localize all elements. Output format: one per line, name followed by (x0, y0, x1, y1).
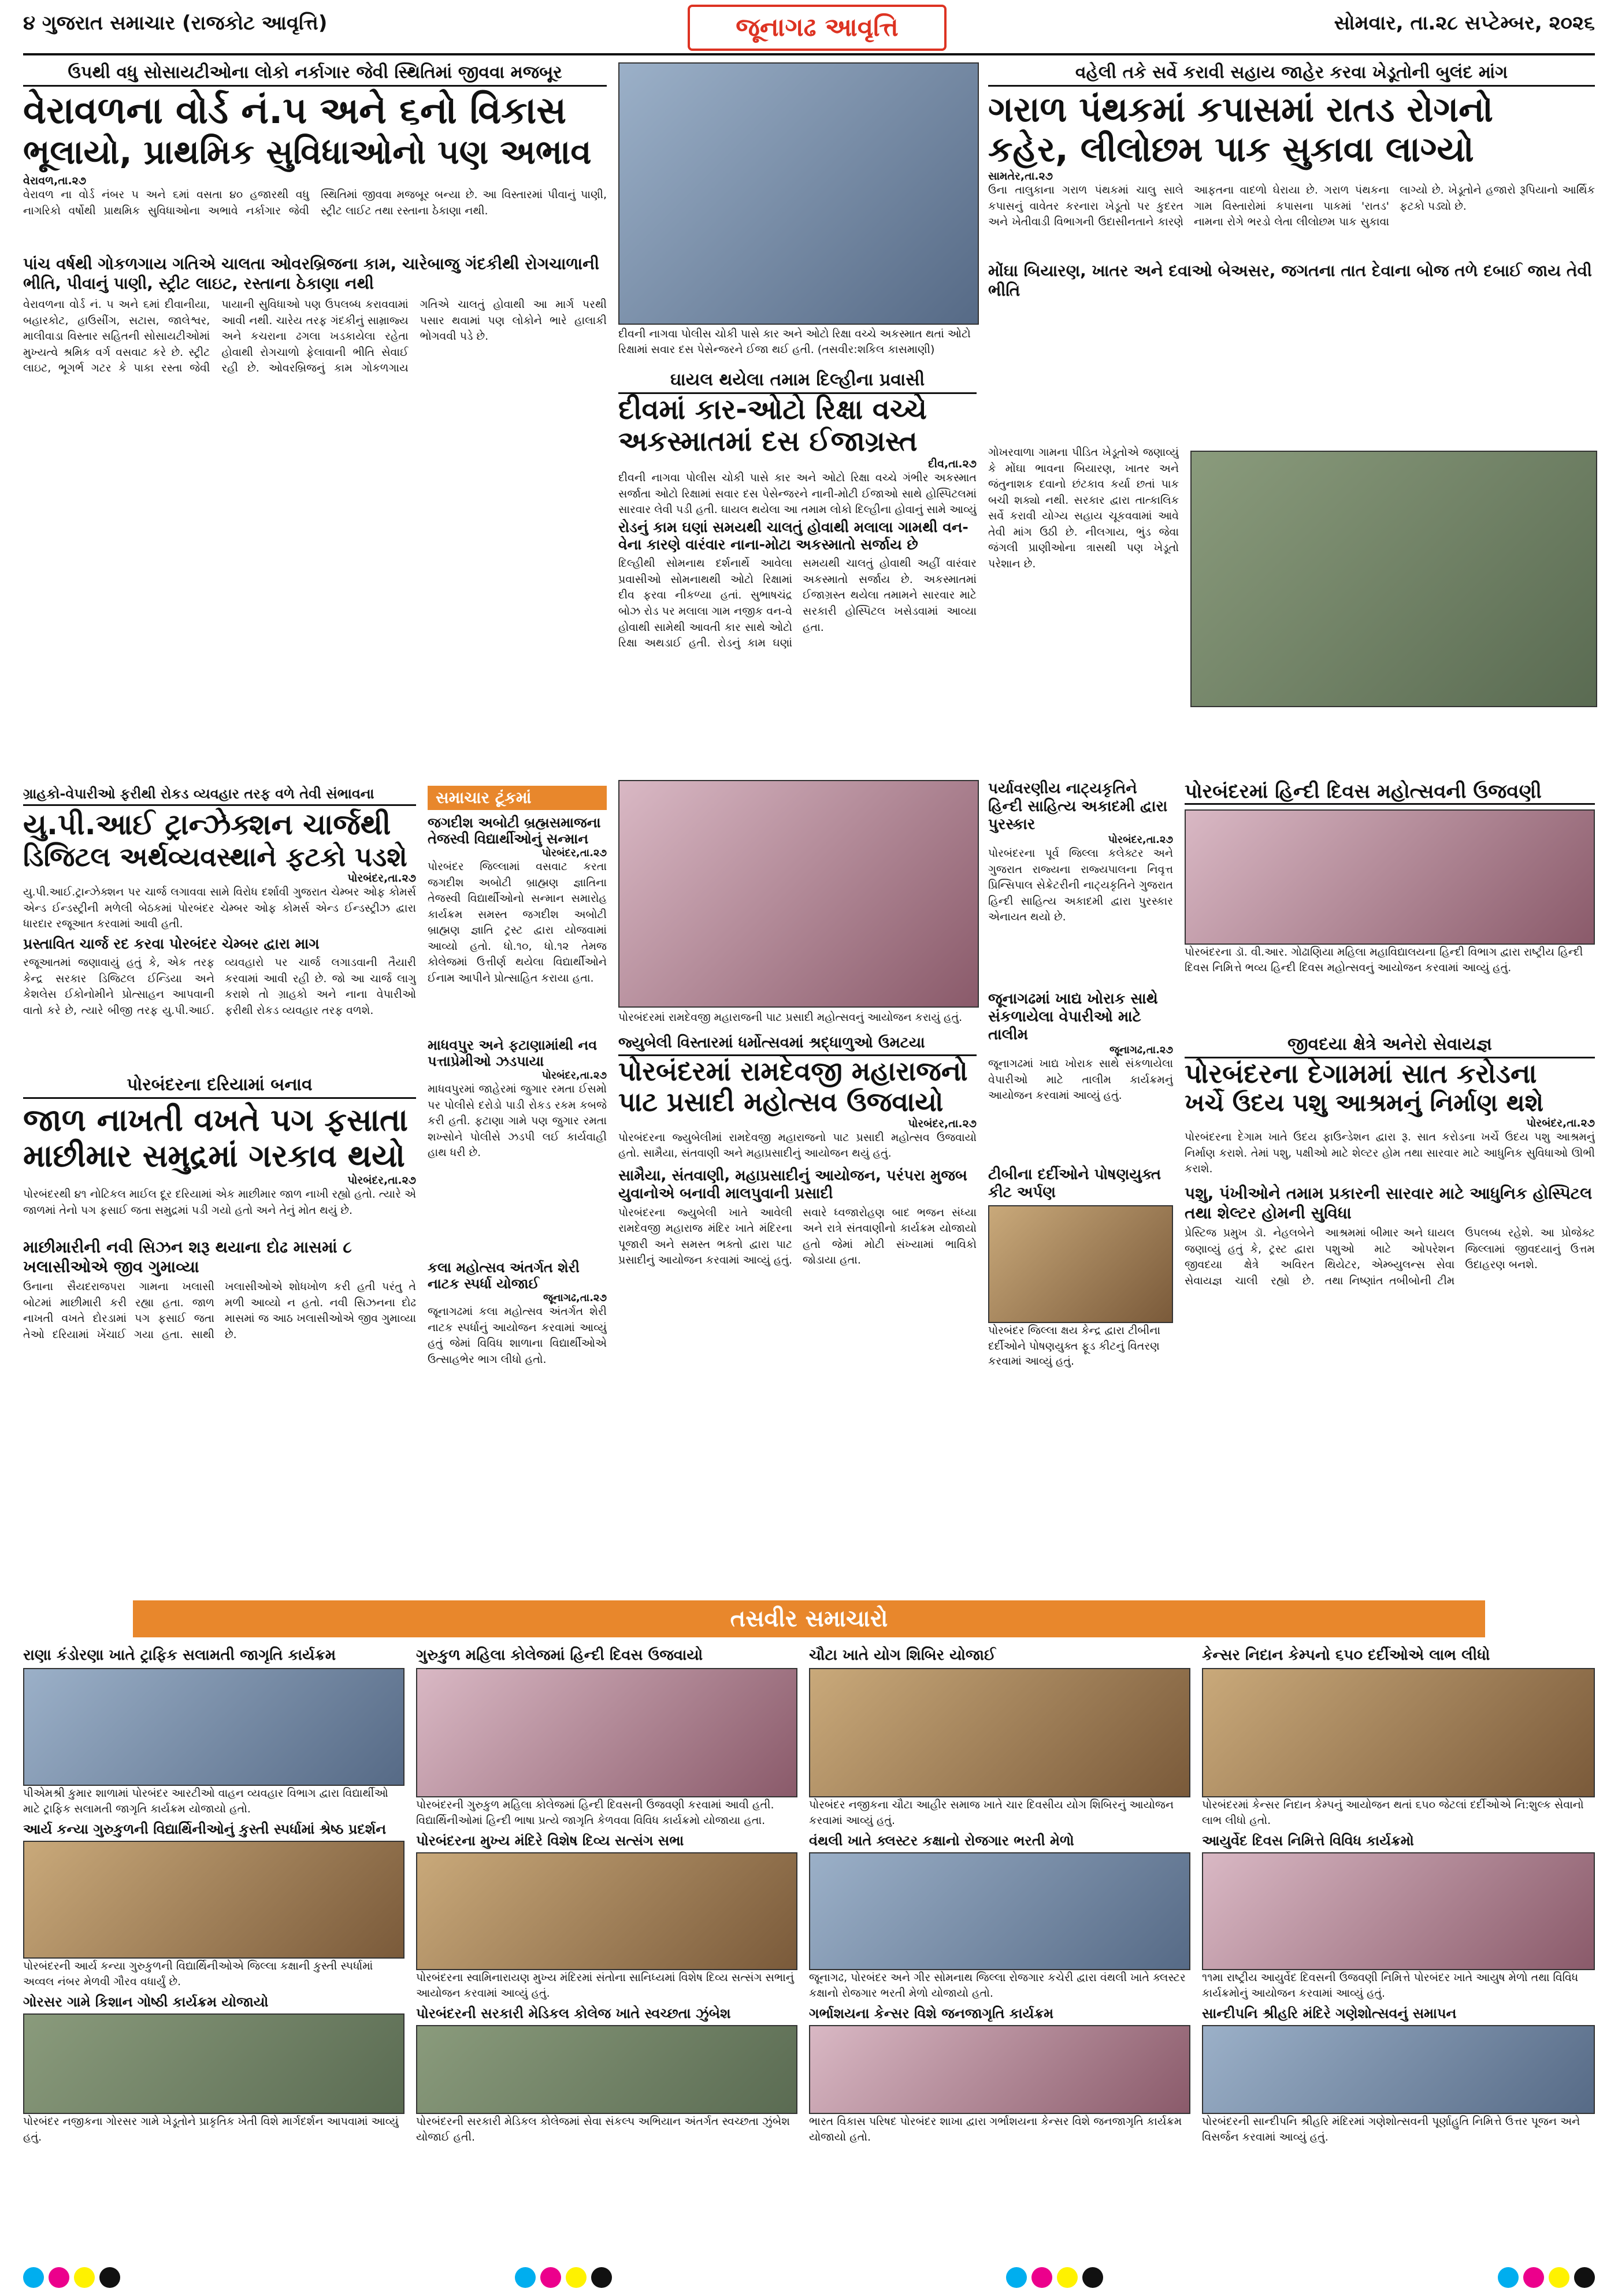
goshthi-title: ગોરસર ગામે કિશાન ગોષ્ઠી કાર્યક્રમ યોજાયો (23, 1994, 269, 2011)
subhead: મોંઘા બિયારણ, ખાતર અને દવાઓ બેઅસર, જગતના તાત દેવાના બોજ તળે દબાઈ જાય તેવી ભીતિ (988, 261, 1592, 300)
headline-2: કહેર, લીલોછમ પાક સુકાવા લાગ્યો (988, 129, 1474, 170)
award-title: પર્યાવરણીય નાટ્યકૃતિને હિન્દી સાહિત્ય અકાદમી દ્વારા પુરસ્કાર (988, 780, 1168, 833)
subhead: પશુ, પંખીઓને તમામ પ્રકારની સારવાર માટે આધુનિક હોસ્પિટલ તથા શેલ્ટર હોમની સુવિધા (1185, 1184, 1593, 1223)
body: પોરબંદરના દેગામ ખાતે ઉદય ફાઉન્ડેશન દ્વારા રૂ. સાત કરોડના ખર્ચે ઉદય પશુ આશ્રમનું નિર્માણ કરાશે. તેમાં પશુ, પક્ષીઓ માટે શેલ્ટર હોમ તથા સારવાર માટે આધુનિક સુવિધાઓ ઊભી કરાશે. (1185, 1131, 1595, 1176)
cancer-camp-title: કેન્સર નિદાન કેમ્પનો ૬૫૦ દર્દીઓએ લાભ લીધો (1202, 1647, 1490, 1664)
satsang-caption: પોરબંદરના સ્વામિનારાયણ મુખ્ય મંદિરમાં સંતોના સાનિધ્યમાં વિશેષ દિવ્ય સત્સંગ સભાનું આયોજન કરવામાં આવ્યું હતું. (416, 1971, 794, 2000)
registration-marks (23, 2267, 1595, 2290)
page-folio: ૪ ગુજરાત સમાચાર (રાજકોટ આવૃત્તિ) (23, 12, 328, 35)
photo-col-2 (416, 1647, 797, 2247)
page-date: સોમવાર, તા.૨૮ સપ્ટેમ્બર, ૨૦૨૬ (1334, 12, 1595, 35)
goshthi-photo (23, 2013, 404, 2114)
body-2: ઉનાના સૈયદરાજપરા ગામના ખલાસી બોટમાં માછીમારી કરી રહ્યા હતા. જાળ નાખતી વખતે દોરડામાં પગ ફસાઈ જતા તેઓ દરિયામાં ખેંચાઈ ગયા હતા. સાથી ખલાસીઓએ શોધખોળ કરી હતી પરંતુ તે મળી આવ્યો ન હતો. નવી સિઝનના દોઢ માસમાં જ આઠ ખલાસીઓએ જીવ ગુમાવ્યા છે. (23, 1280, 416, 1341)
ramdevji-caption: પોરબંદરમાં રામદેવજી મહારાજની પાટ પ્રસાદી મહોત્સવનું આયોજન કરાયું હતું. (618, 1011, 963, 1024)
kicker: ઉપથી વધુ સોસાયટીઓના લોકો નર્કાગાર જેવી સ્થિતિમાં જીવવા મજબૂર (23, 62, 607, 87)
headline: ગરાળ પંથકમાં કપાસમાં રાતડ રોગનો (988, 90, 1493, 130)
cotton-body-2: ગોખરવાળા ગામના પીડિત ખેડૂતોએ જણાવ્યું કે મોંઘા ભાવના બિયારણ, ખાતર અને જંતુનાશક દવાનો છંટકાવ કર્યા છતાં પાક બચી શક્યો નથી. સરકાર દ્વારા તાત્કાલિક સર્વે કરાવી યોગ્ય સહાય ચૂકવવામાં આવે તેવી માંગ ઉઠી છે. નીલગાય, ભુંડ જેવા જંગલી પ્રાણીઓના ત્રાસથી પણ ખેડૂતો પરેશાન છે. (988, 446, 1179, 570)
kicker: જ્યુબેલી વિસ્તારમાં ધર્મોત્સવમાં શ્રદ્ધાળુઓ ઉમટયા (618, 1034, 977, 1056)
article-veraval (23, 62, 607, 409)
ganesh-caption: પોરબંદરની સાન્દીપનિ શ્રીહરિ મંદિરમાં ગણેશોત્સવની પૂર્ણાહુતિ નિમિત્તે ઉત્તર પૂજન અને વિસર્જન કરવામાં આવ્યું હતું. (1202, 2115, 1580, 2143)
article-ramdevji (618, 1034, 977, 1473)
headline-2: ડિજિટલ અર્થવ્યવસ્થાને ફટકો પડશે (23, 841, 407, 872)
tb-kit-caption: પોરબંદર જિલ્લા ક્ષય કેન્દ્ર દ્વારા ટીબીના દર્દીઓને પોષણયુક્ત ફૂડ કીટનું વિતરણ કરવામાં આવ્યું હતું. (988, 1324, 1161, 1368)
job-fair-title: વંથલી ખાતે ક્લસ્ટર કક્ષાનો રોજગાર ભરતી મેળો (809, 1833, 1074, 1849)
wrestling-photo (23, 1841, 404, 1959)
dateline: પોરબંદર,તા.૨૭ (347, 1174, 416, 1187)
tb-kit-photo (988, 1205, 1173, 1323)
cancer-camp-caption: પોરબંદરમાં કેન્સર નિદાન કેમ્પનું આયોજન થતાં ૬૫૦ જેટલાં દર્દીઓએ નિ:શુલ્ક સેવાનો લાભ લીધો હતો. (1202, 1799, 1584, 1827)
cancer-awareness-caption: ભારત વિકાસ પરિષદ પોરબંદર શાખા દ્વારા ગર્ભાશયના કેન્સર વિશે જનજાગૃતિ કાર્યક્રમ યોજાયો હતો. (809, 2115, 1182, 2143)
award-body: પોરબંદરના પૂર્વ જિલ્લા કલેક્ટર અને ગુજરાત રાજ્યના રાજ્યપાલના નિવૃત્ત પ્રિન્સિપાલ સેક્રેટરીની નાટ્યકૃતિને ગુજરાત હિન્દી સાહિત્ય અકાદમી દ્વારા પુરસ્કાર એનાયત થયો છે. (988, 847, 1173, 924)
yoga-title: ચૌટા ખાતે યોગ શિબિર યોજાઈ (809, 1647, 996, 1664)
body: વેરાવળ ના વોર્ડ નંબર ૫ અને ૬માં વસતા ૪૦ હજારથી વધુ નાગરિકો વર્ષોથી પ્રાથમિક સુવિધાઓના અભાવે નર્કાગાર જેવી સ્થિતિમાં જીવવા મજબૂર બન્યા છે. આ વિસ્તારમાં પીવાનું પાણી, સ્ટ્રીટ લાઈટ તથા રસ્તાના ઠેકાણા નથી. (23, 188, 607, 217)
award-dateline: પોરબંદર,તા.૨૭ (1108, 834, 1173, 846)
body: પોરબંદરથી ૪૧ નોટિકલ માઈલ દૂર દરિયામાં એક માછીમાર જાળ નાખી રહ્યો હતો. ત્યારે એ જાળમાં તેનો પગ ફસાઈ જતા સમુદ્રમાં પડી ગયો હતો અને તેનું મોત થયું છે. (23, 1188, 416, 1217)
photo-col-1 (23, 1647, 404, 2247)
subhead: માછીમારીની નવી સિઝન શરૂ થયાના દોઢ માસમાં ૮ ખલાસીઓએ જીવ ગુમાવ્યા (23, 1238, 352, 1277)
headline-2: અકસ્માતમાં દસ ઈજાગ્રસ્ત (618, 425, 918, 458)
photo-col-4 (1202, 1647, 1595, 2247)
cleanliness-title: પોરબંદરની સરકારી મેડિકલ કોલેજ ખાતે સ્વચ્છતા ઝુંબેશ (416, 2005, 731, 2022)
headline-2: ખર્ચે ઉદય પશુ આશ્રમનું નિર્માણ થશે (1185, 1088, 1544, 1117)
edition-title: જૂનાગઢ આવૃત્તિ (688, 5, 947, 51)
kicker: ઘાયલ થયેલા તમામ દિલ્હીના પ્રવાસી (618, 370, 977, 394)
brief-body-1: પોરબંદર જિલ્લામાં વસવાટ કરતા જગદીશ અબોટી બ્રાહ્મણ જ્ઞાતિના તેજસ્વી વિદ્યાર્થીઓનો સન્માન સમારોહ કાર્યક્રમ સમસ્ત જગદીશ અબોટી બ્રાહ્મણ જ્ઞાતિ ટ્રસ્ટ દ્વારા યોજવામાં આવ્યો હતો. ધો.૧૦, ધો.૧૨ તેમજ કોલેજમાં ઉત્તીર્ણ થયેલા વિદ્યાર્થીઓને ઈનામ આપીને પ્રોત્સાહિત કરાયા હતા. (428, 860, 607, 984)
header-rule (23, 53, 1595, 55)
photo-col-3 (809, 1647, 1190, 2247)
headline: જાળ નાખતી વખતે પગ ફસાતા (23, 1102, 409, 1138)
satsang-title: પોરબંદરના મુખ્ય મંદિરે વિશેષ દિવ્ય સત્સંગ સભા (416, 1833, 684, 1849)
headline: વેરાવળના વોર્ડ નં.૫ અને ૬નો વિકાસ (23, 90, 567, 132)
photo-caption: દીવની નાગવા પોલીસ ચોકી પાસે કાર અને ઓટો રિક્ષા વચ્ચે અકસ્માત થતાં ઓટો રિક્ષામાં સવાર દસ પેસેન્જરને ઈજા થઈ હતી. (તસવીર:શકિલ કાસમાણી) (618, 328, 971, 356)
job-fair-photo (809, 1852, 1190, 1970)
job-fair-caption: જૂનાગઢ, પોરબંદર અને ગીર સોમનાથ જિલ્લા રોજગાર કચેરી દ્વારા વંથલી ખાતે ક્લસ્ટર કક્ષાનો રોજગાર ભરતી મેળો યોજાયો હતો. (809, 1971, 1186, 2000)
photo-news-banner: તસવીર સમાચારો (133, 1600, 1485, 1637)
brief-dateline-3: જૂનાગઢ,તા.૨૭ (543, 1292, 607, 1304)
brief-title-1: જગદીશ અબોટી બ્રહ્મસમાજના તેજસ્વી વિદ્યાર્થીઓનું સન્માન (428, 815, 601, 847)
body: દીવની નાગવા પોલીસ ચોકી પાસે કાર અને ઓટો રિક્ષા વચ્ચે ગંભીર અકસ્માત સર્જાતા ઓટો રિક્ષામાં સવાર દસ પેસેન્જરને નાની-મોટી ઈજાઓ સાથે હોસ્પિટલમાં સારવાર લેવી પડી હતી. ઘાયલ થયેલા આ તમામ લોકો દિલ્હીના હોવાનું સામે આવ્યું (618, 471, 977, 517)
headline: દીવમાં કાર-ઓટો રિક્ષા વચ્ચે (618, 393, 927, 426)
college-hindi-photo (416, 1668, 797, 1797)
hindi-diwas-caption: પોરબંદરના ડૉ. વી.આર. ગોઢાણિયા મહિલા મહાવિદ્યાલયના હિન્દી વિભાગ દ્વારા રાષ્ટ્રીય હિન્દી દિવસ નિમિત્તે ભવ્ય હિન્દી દિવસ મહોત્સવનું આયોજન કરવામાં આવ્યું હતું. (1185, 946, 1583, 974)
headline-2: માછીમાર સમુદ્રમાં ગરકાવ થયો (23, 1138, 405, 1175)
article-diu-accident (618, 370, 977, 774)
body: યુ.પી.આઈ.ટ્રાન્ઝેક્શન પર ચાર્જ લગાવવા સામે વિરોધ દર્શાવી ગુજરાત ચેમ્બર ઓફ કોમર્સ એન્ડ ઈન્ડસ્ટ્રીની મળેલી બેઠકમાં પોરબંદર ચેમ્બર ઓફ કોમર્સ એન્ડ ઈન્ડસ્ટ્રીઝ દ્વારા ધારદાર રજૂઆત કરવામાં આવી હતી. (23, 886, 416, 931)
headline-2: પાટ પ્રસાદી મહોત્સવ ઉજવાયો (618, 1086, 944, 1117)
article-upi-charge (23, 786, 416, 1063)
traffic-photo (23, 1668, 404, 1786)
wrestling-caption: પોરબંદરની આર્ય કન્યા ગુરુકુળની વિદ્યાર્થિનીઓએ જિલ્લા કક્ષાની કુસ્તી સ્પર્ધામાં અવ્વલ નંબર મેળવી ગૌરવ વધાર્યું છે. (23, 1960, 373, 1988)
wrestling-title: આર્ય કન્યા ગુરુકુળની વિદ્યાર્થિનીઓનું કુસ્તી સ્પર્ધામાં શ્રેષ્ઠ પ્રદર્શન (23, 1821, 387, 1838)
satsang-photo (416, 1852, 797, 1970)
cancer-camp-photo (1202, 1668, 1595, 1797)
cleanliness-photo (416, 2025, 797, 2114)
accident-photo (618, 62, 979, 325)
ayurveda-caption: ૧૧મા રાષ્ટ્રીય આયુર્વેદ દિવસની ઉજવણી નિમિત્તે પોરબંદર ખાતે આયુષ મેળો તથા વિવિધ કાર્યક્રમોનું આયોજન કરવામાં આવ્યું હતું. (1202, 1971, 1579, 2000)
cleanliness-caption: પોરબંદરની સરકારી મેડિકલ કોલેજમાં સેવા સંકલ્પ અભિયાન અંતર્ગત સ્વચ્છતા ઝુંબેશ યોજાઈ હતી. (416, 2115, 790, 2143)
dateline: પોરબંદર,તા.૨૭ (1526, 1117, 1595, 1130)
body-2: રજૂઆતમાં જણાવાયું હતું કે, એક તરફ કેન્દ્ર સરકાર ડિજિટલ ઈન્ડિયા અને કેશલેસ ઈકોનોમીને પ્રોત્સાહન આપવાની વાતો કરે છે, ત્યારે બીજી તરફ યુ.પી.આઈ. વ્યવહારો પર ચાર્જ લગાડવાની તૈયારી કરવામાં આવી રહી છે. જો આ ચાર્જ લાગુ કરાશે તો ગ્રાહકો અને નાના વેપારીઓ ફરીથી રોકડ વ્યવહાર તરફ વળશે. (23, 956, 416, 1017)
headline: યુ.પી.આઈ ટ્રાન્ઝેક્શન ચાર્જથી (23, 808, 391, 841)
college-hindi-title: ગુરુકુળ મહિલા કોલેજમાં હિન્દી દિવસ ઉજવાયો (416, 1647, 703, 1664)
brief-body-2: માધવપુરમાં જાહેરમાં જુગાર રમતા ઈસમો પર પોલીસે દરોડો પાડી રોકડ રકમ કબજે કરી હતી. ફટાણા ગામે પણ જુગાર રમતા શખ્સોને પોલીસે ઝડપી લઈ કાર્યવાહી હાથ ધરી છે. (428, 1083, 607, 1160)
dateline: પોરબંદર,તા.૨૭ (908, 1117, 977, 1130)
ganesh-title: સાન્દીપનિ શ્રીહરિ મંદિરે ગણેશોત્સવનું સમાપન (1202, 2005, 1457, 2022)
body: ઉના તાલુકાના ગરાળ પંથકમાં ચાલુ સાલે કપાસનું વાવેતર કરનારા ખેડૂતો પર કુદરત અને ખેતીવાડી વિભાગની ઉદાસીનતાને કારણે આફતના વાદળો ઘેરાયા છે. ગરાળ પંથકના ગામ વિસ્તારોમાં કપાસના પાકમાં 'રાતડ' નામના રોગે ભરડો લેતા લીલોછમ પાક સુકાવા લાગ્યો છે. ખેડૂતોને હજારો રૂપિયાનો આર્થિક ફટકો પડ્યો છે. (988, 184, 1595, 229)
subhead: પ્રસ્તાવિત ચાર્જ રદ કરવા પોરબંદર ચેમ્બર દ્વારા માગ (23, 935, 320, 953)
body-2: પોરબંદરના જ્યુબેલી ખાતે આવેલી રામદેવજી મહારાજ મંદિર ખાતે મંદિરના પૂજારી અને સમસ્ત ભક્તો દ્વારા પાટ પ્રસાદીનું આયોજન કરવામાં આવ્યું હતું. સવારે ધ્વજારોહણ બાદ ભજન સંધ્યા અને રાત્રે સંતવાણીનો કાર્યક્રમ યોજાયો હતો જેમાં મોટી સંખ્યામાં ભાવિકો જોડાયા હતા. (618, 1206, 977, 1267)
traffic-caption: પીએમશ્રી કુમાર શાળામાં પોરબંદર આરટીઓ વાહન વ્યવહાર વિભાગ દ્વારા વિદ્યાર્થીઓ માટે ટ્રાફિક સલામતી જાગૃતિ કાર્યક્રમ યોજાયો હતો. (23, 1787, 388, 1815)
subhead: સામૈયા, સંતવાણી, મહાપ્રસાદીનું આયોજન, પરંપરા મુજબ યુવાનોએ બનાવી માલપુવાની પ્રસાદી (618, 1166, 967, 1202)
brief-tag: સમાચાર ટૂંકમાં (428, 786, 607, 810)
dateline: વેરાવળ,તા.૨૭ (23, 174, 87, 188)
kicker: જીવદયા ક્ષેત્રે અનેરો સેવાયજ્ઞ (1185, 1034, 1595, 1058)
yoga-caption: પોરબંદર નજીકના ચૌટા આહીર સમાજ ખાતે ચાર દિવસીય યોગ શિબિરનું આયોજન કરવામાં આવ્યું હતું. (809, 1799, 1174, 1827)
training-dateline: જૂનાગઢ,તા.૨૭ (1109, 1044, 1173, 1056)
brief-dateline-1: પોરબંદર,તા.૨૭ (541, 847, 607, 859)
subhead: પાંચ વર્ષથી ગોકળગાય ગતિએ ચાલતા ઓવરબ્રિજના કામ, ચારેબાજુ ગંદકીથી રોગચાળાની ભીતિ, પીવાનું પાણી, સ્ટ્રીટ લાઇટ, રસ્તાના ઠેકાણા નથી (23, 254, 600, 293)
hindi-diwas-title: પોરબંદરમાં હિન્દી દિવસ મહોત્સવની ઉજવણી (1185, 780, 1595, 805)
ayurveda-title: આયુર્વેદ દિવસ નિમિત્તે વિવિધ કાર્યક્રમો (1202, 1833, 1414, 1849)
headline: પોરબંદરના દેગામમાં સાત કરોડના (1185, 1058, 1537, 1089)
cancer-awareness-title: ગર્ભાશયના કેન્સર વિશે જનજાગૃતિ કાર્યક્રમ (809, 2005, 1054, 2022)
training-body: જૂનાગઢમાં ખાદ્ય ખોરાક સાથે સંકળાયેલા વેપારીઓ માટે તાલીમ કાર્યક્રમનું આયોજન કરવામાં આવ્યું હતું. (988, 1057, 1173, 1102)
article-fisherman (23, 1075, 416, 1479)
dateline: સામતેર,તા.૨૭ (988, 170, 1053, 183)
body-2: વેરાવળના વોર્ડ નં. ૫ અને ૬માં દીવાનીયા, બહારકોટ, હાઉસીંગ, સટાસ, જાલેશ્વર, માલીવાડા વિસ્તાર સહિતની સોસાયટીઓમાં મુખ્યત્વે શ્રમિક વર્ગ વસવાટ કરે છે. સ્ટ્રીટ લાઇટ, ભૂગર્ભ ગટર કે પાકા રસ્તા જેવી પાયાની સુવિધાઓ પણ ઉપલબ્ધ કરાવવામાં આવી નથી. ચારેય તરફ ગંદકીનું સામ્રાજ્ય અને કચરાના ઢગલા ખડકાયેલા રહેતા હોવાથી રોગચાળો ફેલાવાની ભીતિ સેવાઈ રહી છે. ઓવરબ્રિજનું કામ ગોકળગાય ગતિએ ચાલતું હોવાથી આ માર્ગ પરથી પસાર થવામાં પણ લોકોને ભારે હાલાકી ભોગવવી પડે છે. (23, 298, 607, 375)
cancer-awareness-photo (809, 2025, 1190, 2114)
kicker: પોરબંદરના દરિયામાં બનાવ (23, 1075, 416, 1099)
news-in-brief (428, 786, 607, 1479)
headline-2: ભૂલાયો, પ્રાથમિક સુવિધાઓનો પણ અભાવ (23, 132, 592, 172)
headline: પોરબંદરમાં રામદેવજી મહારાજનો (618, 1056, 968, 1087)
ayurveda-photo (1202, 1852, 1595, 1970)
cotton-field-photo (1190, 451, 1597, 707)
article-cotton-disease (988, 62, 1595, 444)
ganesh-photo (1202, 2025, 1595, 2114)
article-animal-shelter (1185, 1034, 1595, 1479)
brief-dateline-2: પોરબંદર,તા.૨૭ (541, 1069, 607, 1082)
column-briefs-2 (988, 780, 1173, 1479)
dateline: દીવ,તા.૨૭ (928, 458, 977, 471)
kicker: ગ્રાહકો-વેપારીઓ ફરીથી રોકડ વ્યવહાર તરફ વળે તેવી સંભાવના (23, 786, 416, 806)
body-2: પ્રેસ્ટિજ પ્રમુખ ડૉ. નેહલબેને જણાવ્યું હતું કે, ટ્રસ્ટ દ્વારા જીવદયા ક્ષેત્રે અવિરત સેવાયજ્ઞ ચાલી રહ્યો છે. આશ્રમમાં બીમાર અને ઘાયલ પશુઓ માટે ઓપરેશન થિયેટર, એમ્બ્યુલન્સ સેવા તથા નિષ્ણાંત તબીબોની ટીમ ઉપલબ્ધ રહેશે. આ પ્રોજેક્ટ જિલ્લામાં જીવદયાનું ઉત્તમ ઉદાહરણ બનશે. (1185, 1227, 1595, 1287)
kicker: વહેલી તકે સર્વે કરાવી સહાય જાહેર કરવા ખેડૂતોની બુલંદ માંગ (988, 62, 1595, 87)
brief-title-3: કલા મહોત્સવ અંતર્ગત શેરી નાટક સ્પર્ધા યોજાઈ (428, 1260, 580, 1292)
brief-title-2: માધવપુર અને ફટાણામાંથી નવ પત્તાપ્રેમીઓ ઝડપાયા (428, 1037, 598, 1069)
tb-kit-title: ટીબીના દર્દીઓને પોષણયુક્ત કીટ અર્પણ (988, 1166, 1161, 1201)
dateline: પોરબંદર,તા.૨૭ (347, 872, 416, 885)
yoga-photo (809, 1668, 1190, 1797)
goshthi-caption: પોરબંદર નજીકના ગોરસર ગામે ખેડૂતોને પ્રાકૃતિક ખેતી વિશે માર્ગદર્શન આપવામાં આવ્યું હતું. (23, 2115, 399, 2143)
brief-body-3: જૂનાગઢમાં કલા મહોત્સવ અંતર્ગત શેરી નાટક સ્પર્ધાનું આયોજન કરવામાં આવ્યું હતું જેમાં વિવિધ શાળાના વિદ્યાર્થીઓએ ઉત્સાહભેર ભાગ લીધો હતો. (428, 1305, 607, 1366)
training-title: જૂનાગઢમાં ખાદ્ય ખોરાક સાથે સંકળાયેલા વેપારીઓ માટે તાલીમ (988, 990, 1158, 1043)
traffic-title: રાણા કંડોરણા ખાતે ટ્રાફિક સલામતી જાગૃતિ કાર્યક્રમ (23, 1647, 336, 1664)
body-2: દિલ્હીથી સોમનાથ દર્શનાર્થે આવેલા પ્રવાસીઓ સોમનાથથી ઓટો રિક્ષામાં દીવ ફરવા નીકળ્યા હતાં. સુભાષચંદ્ર બોઝ રોડ પર મલાલા ગામ નજીક વન-વે હોવાથી સામેથી આવતી કાર સાથે ઓટો રિક્ષા અથડાઈ હતી. રોડનું કામ ઘણાં સમયથી ચાલતું હોવાથી અહીં વારંવાર અકસ્માતો સર્જાય છે. અકસ્માતમાં ઈજાગ્રસ્ત થયેલા તમામને સારવાર માટે સરકારી હોસ્પિટલ ખસેડવામાં આવ્યા હતા. (618, 557, 977, 650)
ramdevji-photo (618, 780, 979, 1008)
body: પોરબંદરના જ્યુબેલીમાં રામદેવજી મહારાજનો પાટ પ્રસાદી મહોત્સવ ઉજવાયો હતો. સામૈયા, સંતવાણી અને મહાપ્રસાદીનું આયોજન થયું હતું. (618, 1131, 977, 1160)
subhead: રોડનું કામ ઘણાં સમયથી ચાલતું હોવાથી મલાલા ગામથી વન-વેના કારણે વારંવાર નાના-મોટા અકસ્માતો સર્જાય છે (618, 519, 968, 553)
article-hindi-diwas (1185, 780, 1595, 1023)
college-hindi-caption: પોરબંદરની ગુરુકુળ મહિલા કોલેજમાં હિન્દી દિવસની ઉજવણી કરવામાં આવી હતી. વિદ્યાર્થિનીઓમાં હિન્દી ભાષા પ્રત્યે જાગૃતિ કેળવવા વિવિધ કાર્યક્રમો યોજાયા હતા. (416, 1799, 774, 1827)
hindi-diwas-photo (1185, 809, 1595, 945)
